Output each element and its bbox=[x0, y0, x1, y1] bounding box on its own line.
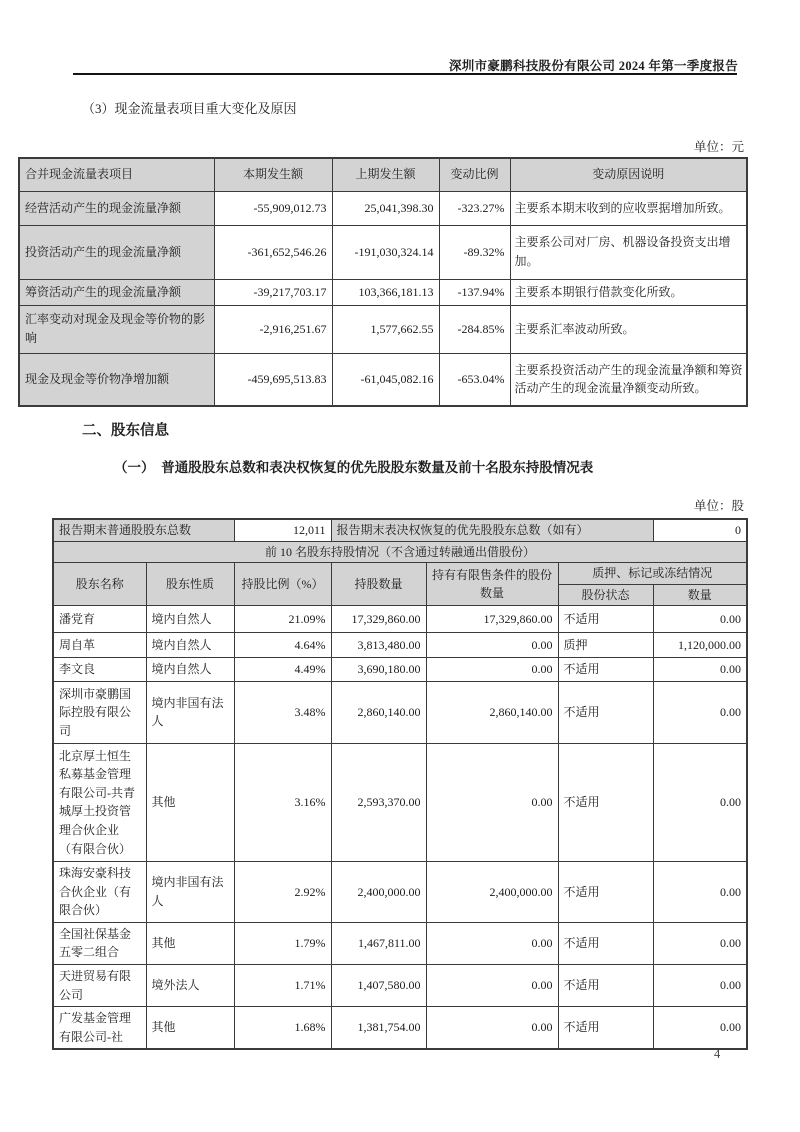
shares-held: 1,407,580.00 bbox=[331, 964, 426, 1006]
cashflow-prior-value: -61,045,082.16 bbox=[332, 353, 439, 406]
cashflow-header-reason: 变动原因说明 bbox=[510, 158, 747, 191]
table-row bbox=[53, 606, 747, 633]
shareholder-name: 周自革 bbox=[53, 633, 146, 658]
shareholders-table bbox=[52, 518, 748, 1050]
holding-ratio: 21.09% bbox=[234, 606, 331, 633]
header-shares-held: 持股数量 bbox=[331, 563, 426, 606]
restricted-shares: 2,400,000.00 bbox=[426, 861, 558, 922]
table-row bbox=[53, 964, 747, 1006]
pledge-amount: 0.00 bbox=[653, 681, 747, 743]
pledge-amount: 0.00 bbox=[653, 861, 747, 922]
shareholder-nature: 境内非国有法人 bbox=[146, 681, 234, 743]
shares-held: 1,467,811.00 bbox=[331, 922, 426, 964]
table-row bbox=[19, 191, 747, 225]
table-row bbox=[53, 861, 747, 922]
shareholder-summary-row bbox=[53, 519, 747, 541]
shareholder-name: 广发基金管理有限公司-社 bbox=[53, 1007, 146, 1050]
table-row bbox=[19, 279, 747, 305]
cashflow-reason-text: 主要系公司对厂房、机器设备投资支出增加。 bbox=[510, 225, 747, 279]
top10-banner-text: 前 10 名股东持股情况（不含通过转融通出借股份） bbox=[53, 541, 747, 563]
restricted-shares: 0.00 bbox=[426, 1007, 558, 1050]
shareholder-nature: 其他 bbox=[146, 1007, 234, 1050]
restricted-shares: 0.00 bbox=[426, 922, 558, 964]
shareholder-nature: 境内自然人 bbox=[146, 658, 234, 682]
shares-held: 2,860,140.00 bbox=[331, 681, 426, 743]
share-status: 不适用 bbox=[558, 922, 653, 964]
share-status: 不适用 bbox=[558, 743, 653, 861]
holding-ratio: 1.71% bbox=[234, 964, 331, 1006]
cashflow-current-value: -2,916,251.67 bbox=[214, 305, 332, 353]
page-number: 4 bbox=[714, 1047, 721, 1061]
pledge-amount: 0.00 bbox=[653, 743, 747, 861]
table-row bbox=[53, 681, 747, 743]
pledge-amount: 0.00 bbox=[653, 964, 747, 1006]
header-holding-ratio: 持股比例（%） bbox=[234, 563, 331, 606]
shareholder-nature: 境内自然人 bbox=[146, 606, 234, 633]
report-header-title: 深圳市豪鹏科技股份有限公司 2024 年第一季度报告 bbox=[448, 59, 738, 73]
cashflow-prior-value: 1,577,662.55 bbox=[332, 305, 439, 353]
cashflow-reason-text: 主要系本期银行借款变化所致。 bbox=[510, 279, 747, 305]
cashflow-current-value: -361,652,546.26 bbox=[214, 225, 332, 279]
cashflow-reason-text: 主要系投资活动产生的现金流量净额和筹资活动产生的现金流量净额变动所致。 bbox=[510, 353, 747, 406]
shares-held: 1,381,754.00 bbox=[331, 1007, 426, 1050]
shareholder-name: 天进贸易有限公司 bbox=[53, 964, 146, 1006]
header-shareholder-nature: 股东性质 bbox=[146, 563, 234, 606]
common-shareholders-label: 报告期末普通股股东总数 bbox=[53, 519, 234, 541]
cashflow-prior-value: 25,041,398.30 bbox=[332, 191, 439, 225]
holding-ratio: 4.49% bbox=[234, 658, 331, 682]
restricted-shares: 0.00 bbox=[426, 743, 558, 861]
cashflow-table bbox=[18, 157, 748, 407]
shareholder-name: 李文良 bbox=[53, 658, 146, 682]
section-cashflow-title: （3）现金流量表项目重大变化及原因 bbox=[82, 101, 297, 116]
cashflow-ratio-value: -653.04% bbox=[439, 353, 510, 406]
shareholder-nature: 境内非国有法人 bbox=[146, 861, 234, 922]
cashflow-current-value: -55,909,012.73 bbox=[214, 191, 332, 225]
header-divider-line bbox=[73, 73, 737, 75]
table-row bbox=[53, 1007, 747, 1050]
shares-held: 3,813,480.00 bbox=[331, 633, 426, 658]
header-restricted-shares: 持有有限售条件的股份数量 bbox=[426, 563, 558, 606]
table-row bbox=[53, 743, 747, 861]
table-row bbox=[19, 225, 747, 279]
cashflow-ratio-value: -323.27% bbox=[439, 191, 510, 225]
table-row bbox=[53, 658, 747, 682]
shareholder-name: 潘党育 bbox=[53, 606, 146, 633]
section-shareholders-title: 二、股东信息 bbox=[82, 423, 169, 439]
table-row bbox=[19, 353, 747, 406]
cashflow-item-label: 经营活动产生的现金流量净额 bbox=[19, 191, 214, 225]
shareholders-header-row bbox=[53, 563, 747, 585]
header-pledge-amount: 数量 bbox=[653, 584, 747, 606]
shares-held: 3,690,180.00 bbox=[331, 658, 426, 682]
cashflow-current-value: -39,217,703.17 bbox=[214, 279, 332, 305]
subsection-top10-title: （一） 普通股股东总数和表决权恢复的优先股股东数量及前十名股东持股情况表 bbox=[114, 460, 594, 475]
cashflow-header-ratio: 变动比例 bbox=[439, 158, 510, 191]
cashflow-item-label: 投资活动产生的现金流量净额 bbox=[19, 225, 214, 279]
holding-ratio: 1.79% bbox=[234, 922, 331, 964]
cashflow-item-label: 汇率变动对现金及现金等价物的影响 bbox=[19, 305, 214, 353]
shares-held: 17,329,860.00 bbox=[331, 606, 426, 633]
shareholder-nature: 境内自然人 bbox=[146, 633, 234, 658]
shares-held: 2,593,370.00 bbox=[331, 743, 426, 861]
cashflow-ratio-value: -137.94% bbox=[439, 279, 510, 305]
header-share-status: 股份状态 bbox=[558, 584, 653, 606]
shareholder-name: 珠海安豪科技合伙企业（有限合伙） bbox=[53, 861, 146, 922]
top10-banner-row bbox=[53, 541, 747, 563]
cashflow-prior-value: -191,030,324.14 bbox=[332, 225, 439, 279]
holding-ratio: 3.16% bbox=[234, 743, 331, 861]
preferred-shareholders-count: 0 bbox=[653, 519, 747, 541]
share-status: 不适用 bbox=[558, 658, 653, 682]
restricted-shares: 17,329,860.00 bbox=[426, 606, 558, 633]
pledge-amount: 0.00 bbox=[653, 658, 747, 682]
cashflow-header-row bbox=[19, 158, 747, 191]
cashflow-item-label: 现金及现金等价物净增加额 bbox=[19, 353, 214, 406]
shareholder-name: 北京厚土恒生私募基金管理有限公司-共青城厚土投资管理合伙企业（有限合伙） bbox=[53, 743, 146, 861]
cashflow-ratio-value: -284.85% bbox=[439, 305, 510, 353]
cashflow-ratio-value: -89.32% bbox=[439, 225, 510, 279]
share-status: 不适用 bbox=[558, 606, 653, 633]
header-pledge-group: 质押、标记或冻结情况 bbox=[558, 563, 747, 585]
table-row bbox=[19, 305, 747, 353]
cashflow-reason-text: 主要系本期末收到的应收票据增加所致。 bbox=[510, 191, 747, 225]
unit-label-yuan: 单位：元 bbox=[693, 140, 744, 154]
shareholder-name: 全国社保基金五零二组合 bbox=[53, 922, 146, 964]
shareholder-nature: 其他 bbox=[146, 743, 234, 861]
holding-ratio: 1.68% bbox=[234, 1007, 331, 1050]
cashflow-prior-value: 103,366,181.13 bbox=[332, 279, 439, 305]
cashflow-header-prior: 上期发生额 bbox=[332, 158, 439, 191]
share-status: 不适用 bbox=[558, 861, 653, 922]
cashflow-header-current: 本期发生额 bbox=[214, 158, 332, 191]
holding-ratio: 3.48% bbox=[234, 681, 331, 743]
share-status: 不适用 bbox=[558, 1007, 653, 1050]
pledge-amount: 0.00 bbox=[653, 1007, 747, 1050]
unit-label-share: 单位：股 bbox=[693, 499, 744, 513]
common-shareholders-count: 12,011 bbox=[234, 519, 331, 541]
restricted-shares: 0.00 bbox=[426, 964, 558, 1006]
share-status: 不适用 bbox=[558, 964, 653, 1006]
pledge-amount: 0.00 bbox=[653, 922, 747, 964]
preferred-shareholders-label: 报告期末表决权恢复的优先股股东总数（如有） bbox=[331, 519, 653, 541]
table-row bbox=[53, 922, 747, 964]
cashflow-reason-text: 主要系汇率波动所致。 bbox=[510, 305, 747, 353]
shareholder-nature: 其他 bbox=[146, 922, 234, 964]
share-status: 不适用 bbox=[558, 681, 653, 743]
shareholder-name: 深圳市豪鹏国际控股有限公司 bbox=[53, 681, 146, 743]
shares-held: 2,400,000.00 bbox=[331, 861, 426, 922]
shareholder-nature: 境外法人 bbox=[146, 964, 234, 1006]
table-row bbox=[53, 633, 747, 658]
restricted-shares: 2,860,140.00 bbox=[426, 681, 558, 743]
restricted-shares: 0.00 bbox=[426, 633, 558, 658]
restricted-shares: 0.00 bbox=[426, 658, 558, 682]
cashflow-item-label: 筹资活动产生的现金流量净额 bbox=[19, 279, 214, 305]
pledge-amount: 0.00 bbox=[653, 606, 747, 633]
header-shareholder-name: 股东名称 bbox=[53, 563, 146, 606]
cashflow-current-value: -459,695,513.83 bbox=[214, 353, 332, 406]
cashflow-header-item: 合并现金流量表项目 bbox=[19, 158, 214, 191]
holding-ratio: 2.92% bbox=[234, 861, 331, 922]
share-status: 质押 bbox=[558, 633, 653, 658]
holding-ratio: 4.64% bbox=[234, 633, 331, 658]
pledge-amount: 1,120,000.00 bbox=[653, 633, 747, 658]
